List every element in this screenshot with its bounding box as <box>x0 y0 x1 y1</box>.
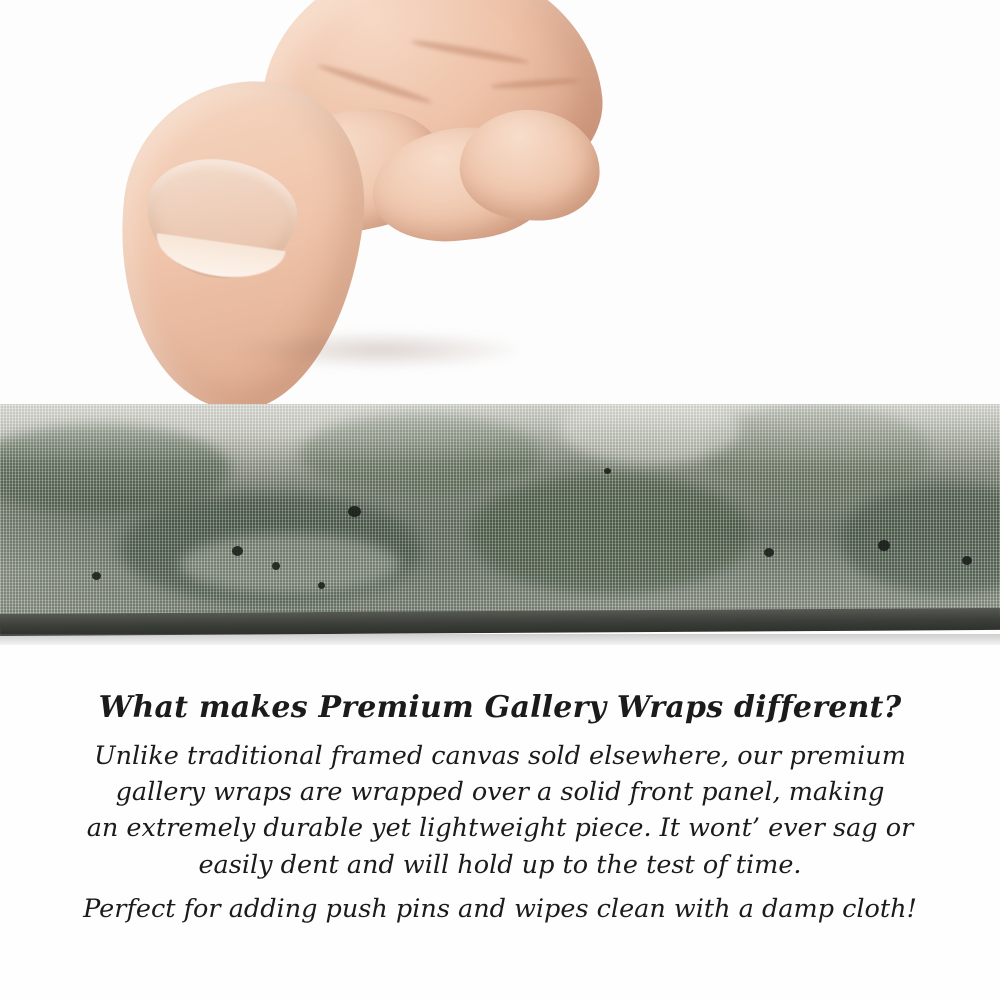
canvas-wrap-edge <box>0 404 1000 619</box>
caption-block <box>0 690 1000 927</box>
canvas-speck <box>962 556 972 565</box>
canvas-speck <box>878 540 890 551</box>
caption-body <box>0 738 1000 927</box>
canvas-speck <box>272 562 280 570</box>
canvas-speck <box>232 546 243 556</box>
hand-illustration <box>110 0 580 430</box>
caption-line: gallery wraps are wrapped over a solid front panel, making <box>115 777 885 808</box>
canvas-speck <box>92 572 101 580</box>
canvas-speck <box>604 468 611 474</box>
caption-closing-line: Perfect for adding push pins and wipes clean with a damp cloth! <box>83 893 917 924</box>
caption-line: Unlike traditional framed canvas sold elsewhere, our premium <box>94 741 906 771</box>
caption-line: an extremely durable yet lightweight piece. It wont’ ever sag or <box>86 813 914 844</box>
canvas-drop-shadow <box>0 634 1000 645</box>
caption-line: easily dent and will hold up to the test of time. <box>198 849 802 880</box>
hand-contact-shadow <box>230 330 530 370</box>
canvas-highlight-patch <box>180 534 400 594</box>
canvas-edge-shadow-line <box>0 608 1000 636</box>
caption-title: What makes Premium Gallery Wraps different? <box>98 690 902 725</box>
canvas-mottle <box>840 484 1000 594</box>
canvas-speck <box>318 582 325 589</box>
canvas-mottle <box>300 414 540 494</box>
canvas-speck <box>764 548 774 557</box>
canvas-speck <box>348 506 361 517</box>
canvas-mottle <box>470 474 750 594</box>
